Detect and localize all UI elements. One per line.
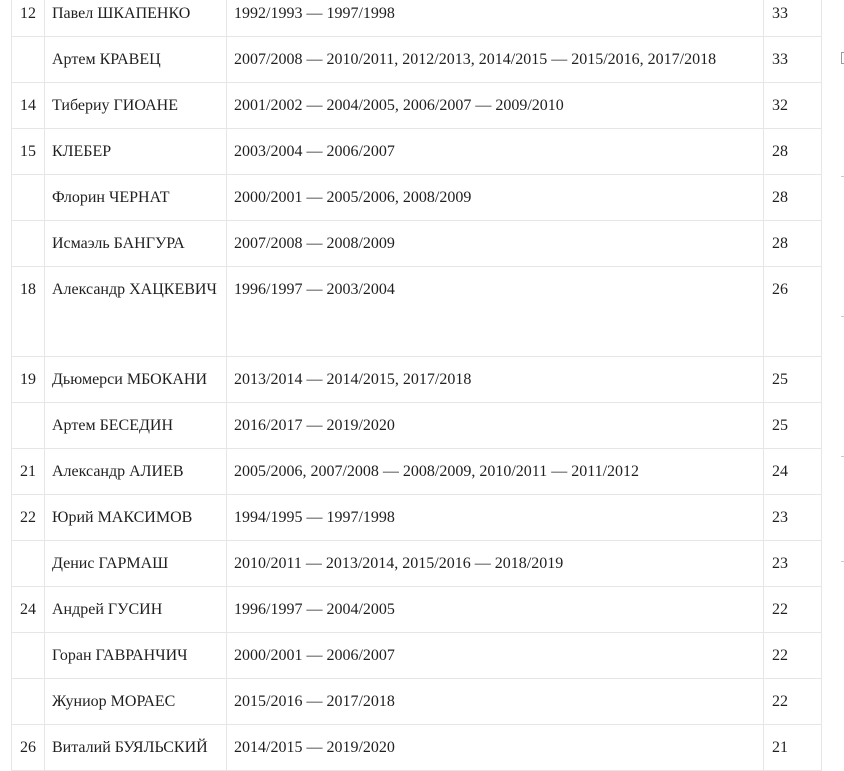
seasons-cell: 2010/2011 — 2013/2014, 2015/2016 — 2018/2019 (227, 541, 764, 587)
player-name: Юрий МАКСИМОВ (52, 509, 193, 526)
table-row (12, 495, 822, 541)
table-row (12, 541, 822, 587)
games-count-cell: 21 (764, 725, 822, 771)
seasons-cell: 2013/2014 — 2014/2015, 2017/2018 (227, 357, 764, 403)
player-name-cell (45, 267, 227, 357)
player-name-cell (45, 221, 227, 267)
table-row (12, 267, 822, 357)
player-name-cell (45, 403, 227, 449)
players-table-container (11, 0, 821, 771)
seasons-cell: 2003/2004 — 2006/2007 (227, 129, 764, 175)
player-name: Андрей ГУСИН (52, 601, 163, 618)
table-row (12, 83, 822, 129)
player-name: Артем БЕСЕДИН (52, 417, 173, 434)
player-name-cell (45, 541, 227, 587)
player-name-cell (45, 449, 227, 495)
table-row (12, 221, 822, 267)
seasons-cell: 1996/1997 — 2004/2005 (227, 587, 764, 633)
games-count-cell: 25 (764, 403, 822, 449)
seasons-cell: 2001/2002 — 2004/2005, 2006/2007 — 2009/2010 (227, 83, 764, 129)
player-name: Горан ГАВРАНЧИЧ (52, 647, 188, 664)
player-name-cell (45, 37, 227, 83)
seasons-cell: 2000/2001 — 2005/2006, 2008/2009 (227, 175, 764, 221)
player-name-cell (45, 725, 227, 771)
seasons-cell: 2000/2001 — 2006/2007 (227, 633, 764, 679)
player-name: КЛЕБЕР (52, 143, 112, 160)
rank-cell: 12 (12, 0, 45, 37)
right-gutter (829, 0, 844, 742)
rank-cell: 14 (12, 83, 45, 129)
games-count-cell: 23 (764, 541, 822, 587)
table-row (12, 633, 822, 679)
games-count-cell: 25 (764, 357, 822, 403)
player-name: Тибериу ГИОАНЕ (52, 97, 178, 114)
player-name: Александр АЛИЕВ (52, 463, 184, 480)
player-name-cell (45, 495, 227, 541)
player-name-cell (45, 357, 227, 403)
games-count-cell: 22 (764, 679, 822, 725)
table-row (12, 37, 822, 83)
seasons-cell: 2005/2006, 2007/2008 — 2008/2009, 2010/2011 — 2011/2012 (227, 449, 764, 495)
games-count-cell: 33 (764, 37, 822, 83)
table-body (12, 0, 822, 771)
player-name: Дьюмерси МБОКАНИ (52, 371, 208, 388)
player-name: Жуниор МОРАЕС (52, 693, 176, 710)
table-row (12, 403, 822, 449)
seasons-cell: 2014/2015 — 2019/2020 (227, 725, 764, 771)
player-name-cell (45, 83, 227, 129)
player-name: Виталий БУЯЛЬСКИЙ (52, 739, 208, 756)
player-name-cell (45, 679, 227, 725)
seasons-cell: 1996/1997 — 2003/2004 (227, 267, 764, 357)
rank-cell: 19 (12, 357, 45, 403)
rank-cell: 15 (12, 129, 45, 175)
rank-cell (12, 221, 45, 267)
player-name: Артем КРАВЕЦ (52, 51, 161, 68)
table-row (12, 0, 822, 37)
table-row (12, 357, 822, 403)
rank-cell: 24 (12, 587, 45, 633)
games-count-cell: 26 (764, 267, 822, 357)
games-count-cell: 22 (764, 587, 822, 633)
games-count-cell: 24 (764, 449, 822, 495)
games-count-cell: 32 (764, 83, 822, 129)
player-name-cell (45, 633, 227, 679)
table-row (12, 175, 822, 221)
table-row (12, 587, 822, 633)
player-name: Денис ГАРМАШ (52, 555, 169, 572)
games-count-cell: 33 (764, 0, 822, 37)
seasons-cell: 1992/1993 — 1997/1998 (227, 0, 764, 37)
rank-cell: 22 (12, 495, 45, 541)
rank-cell (12, 37, 45, 83)
rank-cell: 26 (12, 725, 45, 771)
rank-cell (12, 403, 45, 449)
seasons-cell: 2007/2008 — 2008/2009 (227, 221, 764, 267)
games-count-cell: 28 (764, 175, 822, 221)
rank-cell: 21 (12, 449, 45, 495)
rank-cell (12, 633, 45, 679)
games-count-cell: 28 (764, 129, 822, 175)
player-name: Флорин ЧЕРНАТ (52, 189, 170, 206)
rank-cell (12, 541, 45, 587)
players-stats-table (11, 0, 822, 771)
player-name: Исмаэль БАНГУРА (52, 235, 185, 252)
seasons-cell: 2016/2017 — 2019/2020 (227, 403, 764, 449)
rank-cell: 18 (12, 267, 45, 357)
player-name-cell (45, 0, 227, 37)
games-count-cell: 28 (764, 221, 822, 267)
table-row (12, 725, 822, 771)
player-name-cell (45, 129, 227, 175)
rank-cell (12, 679, 45, 725)
games-count-cell: 22 (764, 633, 822, 679)
table-row (12, 129, 822, 175)
player-name-cell (45, 175, 227, 221)
table-row (12, 449, 822, 495)
table-row (12, 679, 822, 725)
seasons-cell: 2007/2008 — 2010/2011, 2012/2013, 2014/2015 — 2015/2016, 2017/2018 (227, 37, 764, 83)
player-name: Александр ХАЦКЕВИЧ (52, 281, 217, 298)
games-count-cell: 23 (764, 495, 822, 541)
seasons-cell: 1994/1995 — 1997/1998 (227, 495, 764, 541)
rank-cell (12, 175, 45, 221)
seasons-cell: 2015/2016 — 2017/2018 (227, 679, 764, 725)
player-name-cell (45, 587, 227, 633)
player-name: Павел ШКАПЕНКО (52, 5, 191, 22)
